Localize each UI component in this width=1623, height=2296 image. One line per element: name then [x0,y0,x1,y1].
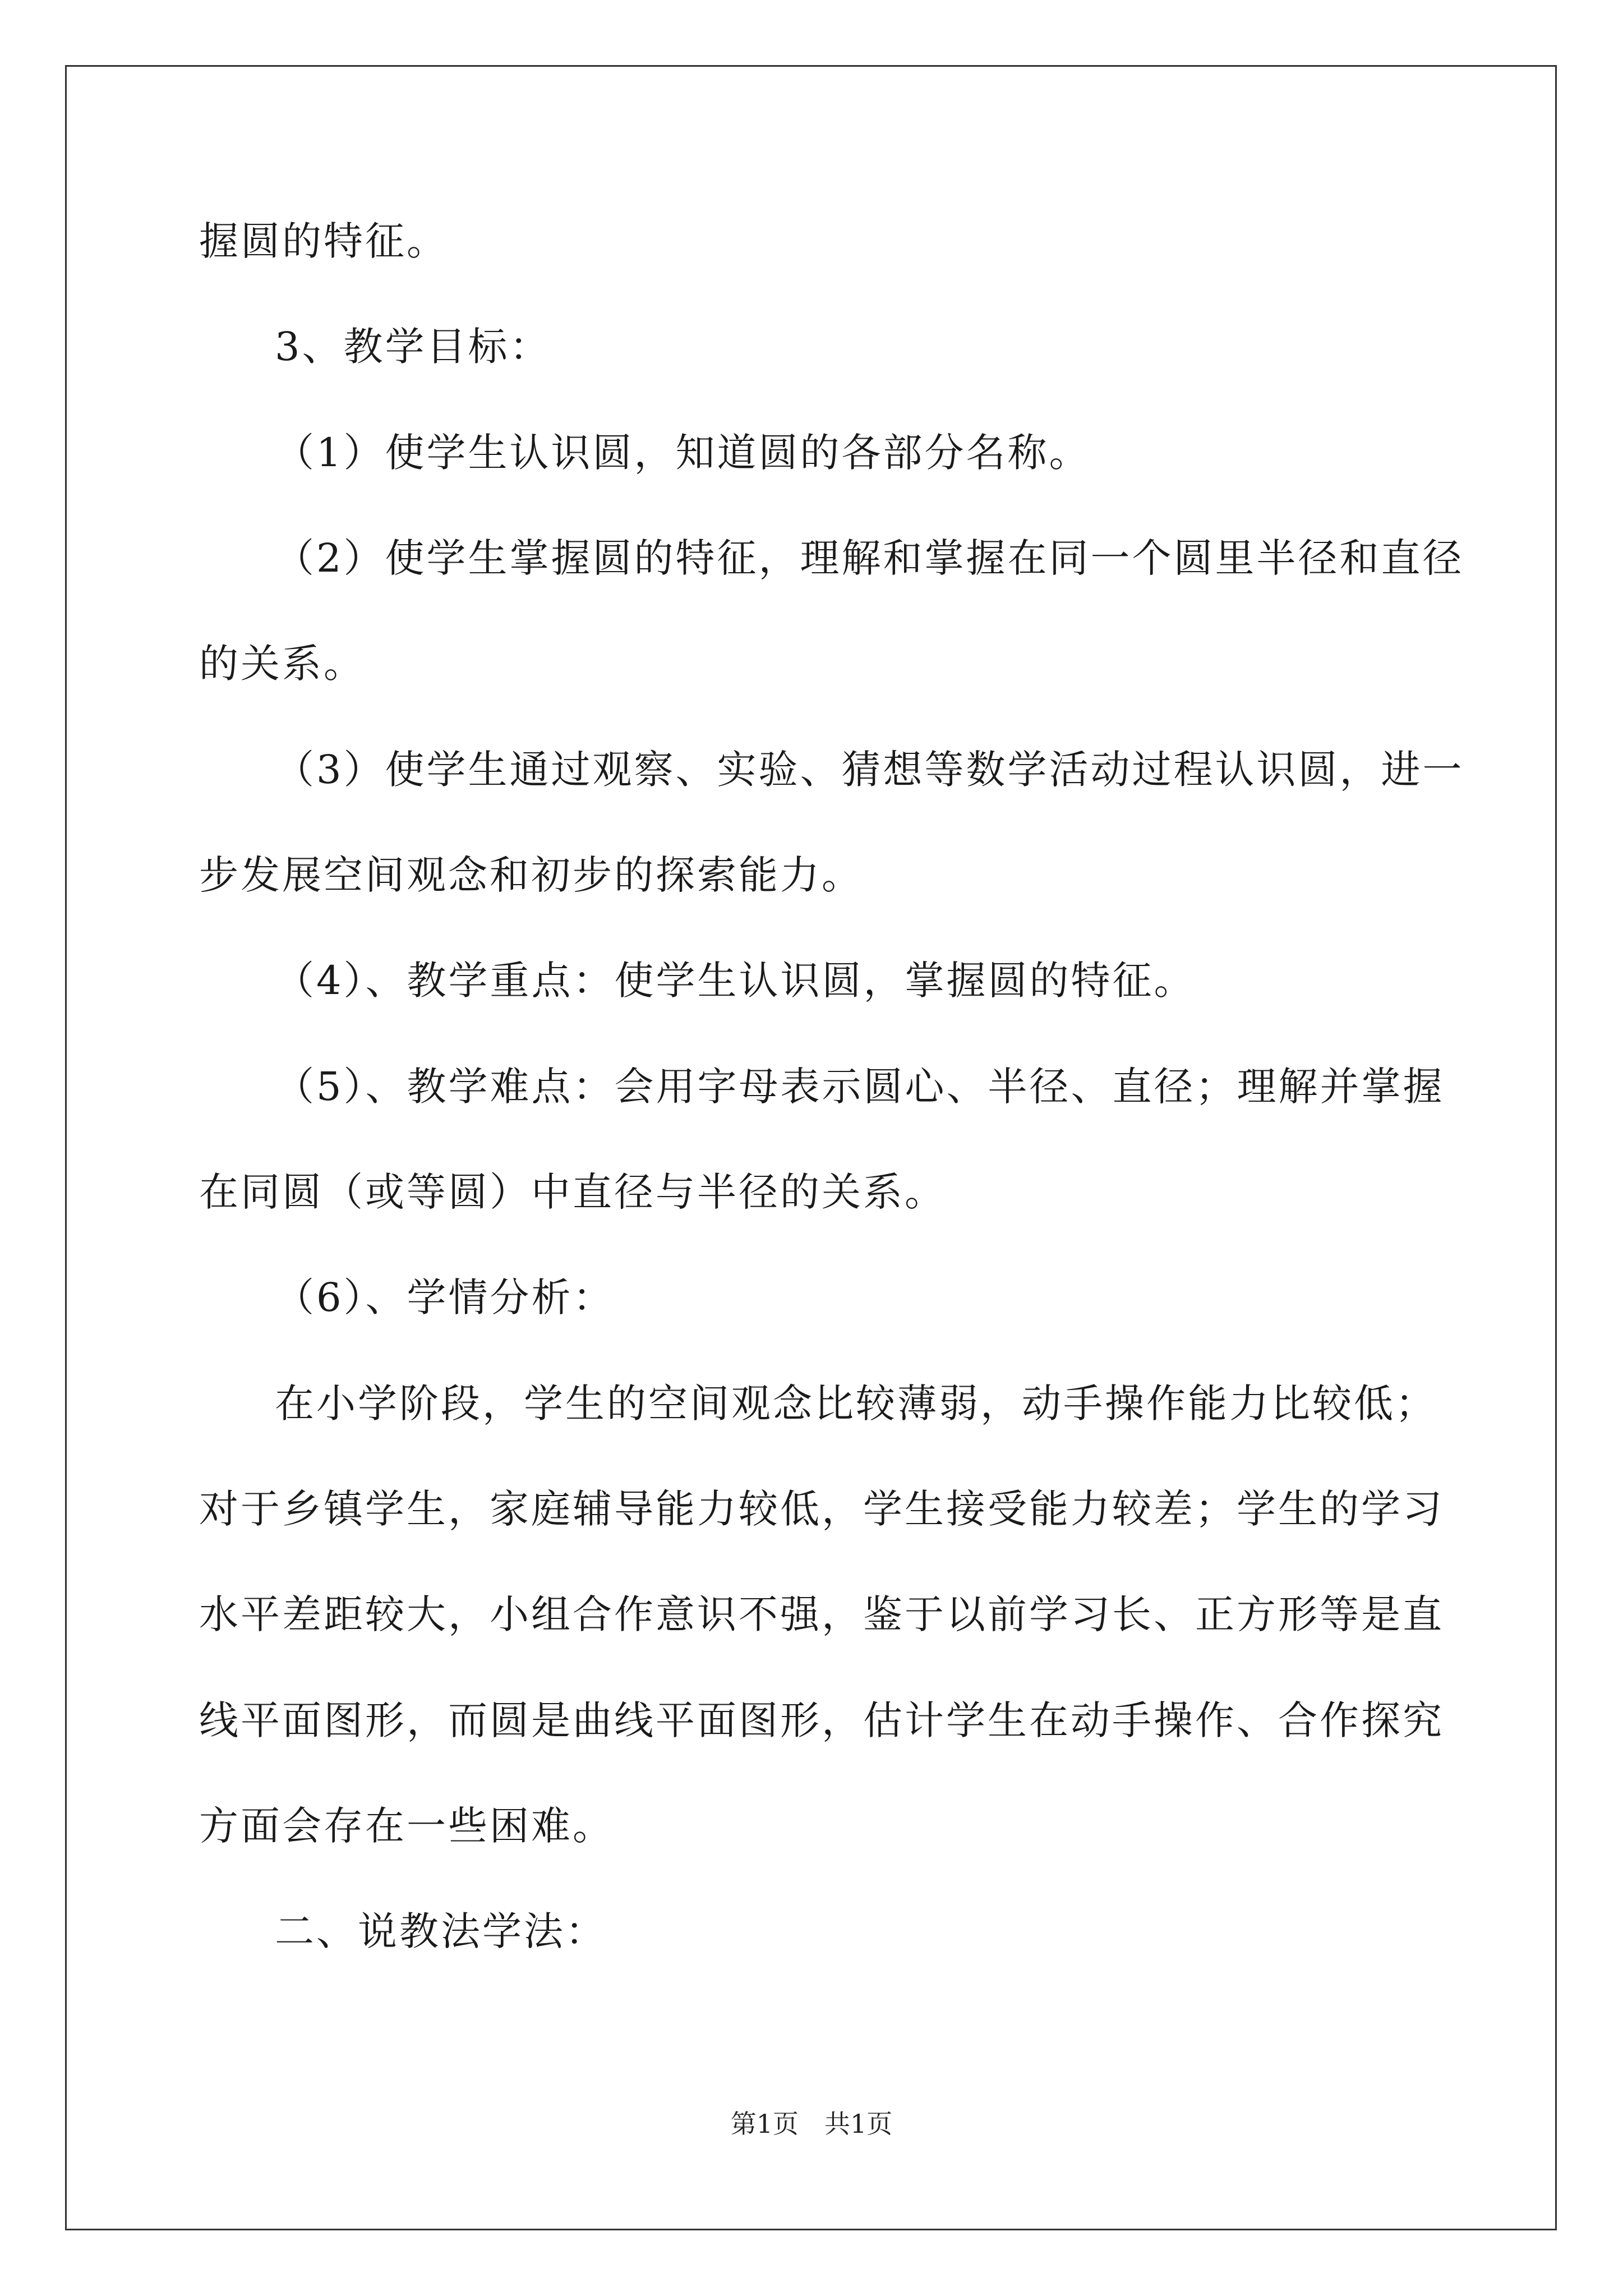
page-footer: 第1页 共1页 [730,2109,893,2139]
goal-item-3-continuation: 步发展空间观念和初步的探索能力。 [199,852,863,898]
learner-analysis-line-1: 在小学阶段，学生的空间观念比较薄弱，动手操作能力比较低； [275,1381,1437,1427]
goal-item-1: （1）使学生认识圆，知道圆的各部分名称。 [275,430,1091,476]
goal-item-3: （3）使学生通过观察、实验、猜想等数学活动过程认识圆，进一 [275,747,1464,793]
learner-analysis-line-2: 对于乡镇学生，家庭辅导能力较低，学生接受能力较差；学生的学习 [199,1486,1444,1532]
learner-analysis-line-4: 线平面图形，而圆是曲线平面图形，估计学生在动手操作、合作探究 [199,1697,1444,1743]
text-line-continuation: 握圆的特征。 [199,218,448,264]
section-heading-teaching-goals: 3、教学目标： [275,324,551,370]
teaching-focus: （4）、教学重点：使学生认识圆，掌握圆的特征。 [275,958,1196,1004]
learner-analysis-heading: （6）、学情分析： [275,1274,615,1320]
section-heading-methods: 二、说教法学法： [275,1908,607,1954]
goal-item-2-continuation: 的关系。 [199,641,365,687]
page-border [65,65,1557,2230]
learner-analysis-line-5: 方面会存在一些困难。 [199,1803,614,1849]
teaching-difficulty: （5）、教学难点：会用字母表示圆心、半径、直径；理解并掌握 [275,1064,1445,1110]
learner-analysis-line-3: 水平差距较大，小组合作意识不强，鉴于以前学习长、正方形等是直 [199,1591,1444,1637]
teaching-difficulty-continuation: 在同圆（或等圆）中直径与半径的关系。 [199,1169,946,1215]
goal-item-2: （2）使学生掌握圆的特征，理解和掌握在同一个圆里半径和直径 [275,535,1464,581]
